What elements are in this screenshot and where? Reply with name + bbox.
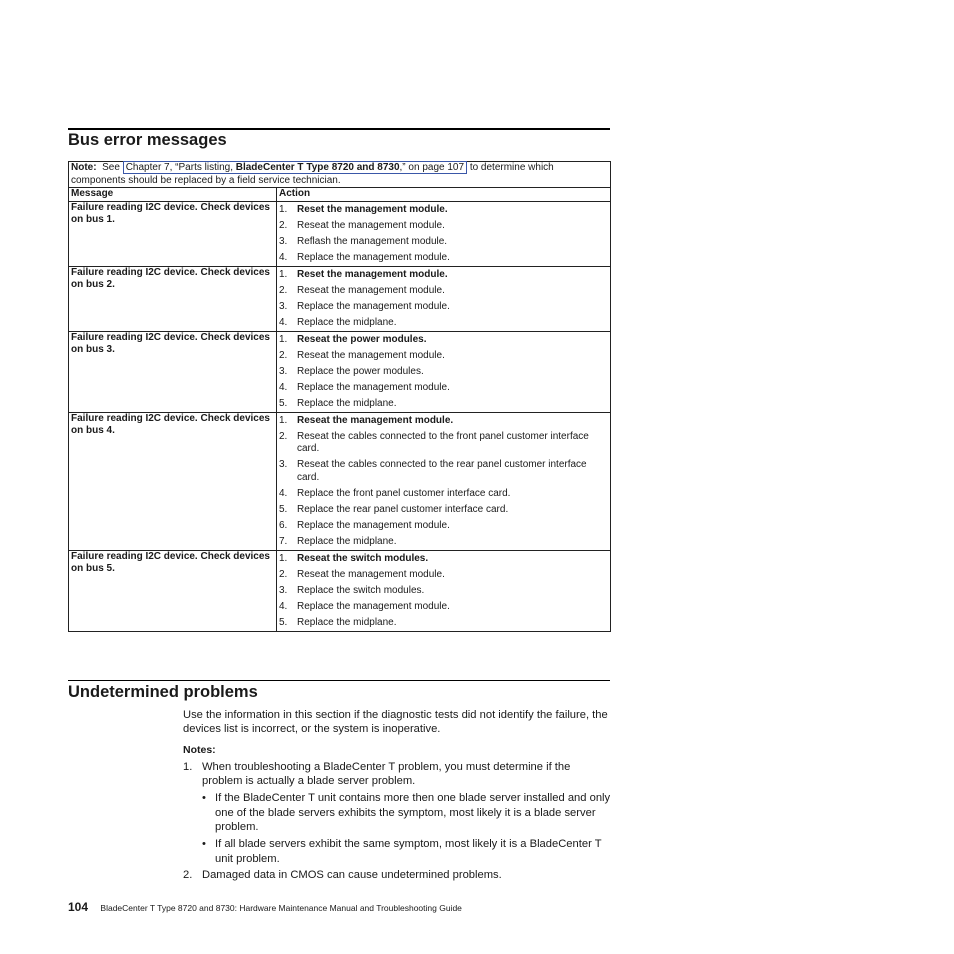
note-bullet-1: • If the BladeCenter T unit contains more then one blade server installed and only one of the blade servers exhibits the symptom, most likely it is a blade server problem. xyxy=(202,792,611,834)
list-item: 5. Replace the rear panel customer interface card. xyxy=(279,503,509,515)
footer-title: BladeCenter T Type 8720 and 8730: Hardware Maintenance Manual and Troubleshooting Guide xyxy=(100,903,462,913)
table-row xyxy=(69,331,611,412)
note-line2: components should be replaced by a field service technician. xyxy=(71,174,341,186)
message-cell: Failure reading I2C device. Check devices on bus 5. xyxy=(69,550,277,631)
list-item: 1. Reseat the management module. xyxy=(279,414,454,426)
section-title-undetermined: Undetermined problems xyxy=(68,683,258,701)
action-cell xyxy=(277,412,611,550)
list-item: 1. Reset the management module. xyxy=(279,203,448,215)
action-list xyxy=(279,413,608,550)
list-item: 5. Replace the midplane. xyxy=(279,616,397,628)
section-rule-top xyxy=(68,128,610,130)
list-item: 2. Reseat the management module. xyxy=(279,349,445,361)
list-item: 1. Reset the management module. xyxy=(279,268,448,280)
note-cell xyxy=(69,162,611,188)
note-item-1: 1. When troubleshooting a BladeCenter T problem, you must determine if the problem is actually a blade server problem. xyxy=(183,760,571,788)
list-item: 2. Reseat the management module. xyxy=(279,219,445,231)
note-item-2: 2. Damaged data in CMOS can cause undetermined problems. xyxy=(183,868,502,881)
list-item: 2. Reseat the cables connected to the front panel customer interface card. xyxy=(279,430,589,455)
section-rule-bottom xyxy=(68,680,610,681)
chapter-7-link[interactable]: Chapter 7, “Parts listing, BladeCenter T Type 8720 and 8730,” on page 107 xyxy=(123,161,467,174)
list-item: 2. Reseat the management module. xyxy=(279,568,445,580)
action-list xyxy=(279,551,608,631)
header-row xyxy=(69,188,611,202)
list-item: 3. Reseat the cables connected to the rear panel customer interface card. xyxy=(279,459,587,483)
message-cell: Failure reading I2C device. Check devices on bus 1. xyxy=(69,201,277,266)
message-cell: Failure reading I2C device. Check devices on bus 4. xyxy=(69,412,277,550)
list-item: 7. Replace the midplane. xyxy=(279,535,397,547)
list-item: 3. Replace the management module. xyxy=(279,300,450,312)
list-item: 4. Replace the management module. xyxy=(279,381,450,393)
table-row xyxy=(69,266,611,331)
note-row xyxy=(69,162,611,188)
note-see: See xyxy=(102,162,120,173)
action-cell xyxy=(277,266,611,331)
notes-label: Notes: xyxy=(183,743,216,756)
list-item: 4. Replace the management module. xyxy=(279,251,450,263)
action-list xyxy=(279,202,608,266)
section-title-bus-errors: Bus error messages xyxy=(68,131,227,149)
intro-paragraph: Use the information in this section if the diagnostic tests did not identify the failure, the devices list is incorrect, or the system is inoperative. xyxy=(183,709,608,736)
note-bullet-2: • If all blade servers exhibit the same symptom, most likely it is a BladeCenter T unit problem. xyxy=(202,838,602,865)
message-cell: Failure reading I2C device. Check devices on bus 3. xyxy=(69,331,277,412)
action-list xyxy=(279,332,608,412)
table-row xyxy=(69,412,611,550)
list-item: 1. Reseat the power modules. xyxy=(279,333,427,345)
list-item: 6. Replace the management module. xyxy=(279,519,450,531)
list-item: 3. Replace the power modules. xyxy=(279,365,424,377)
list-item: 3. Replace the switch modules. xyxy=(279,584,425,596)
undetermined-body xyxy=(183,708,613,882)
list-item: 4. Replace the front panel customer interface card. xyxy=(279,487,511,499)
list-item: 2. Reseat the management module. xyxy=(279,284,445,296)
list-item: 3. Reflash the management module. xyxy=(279,235,448,247)
action-cell xyxy=(277,201,611,266)
page-number: 104 xyxy=(68,900,89,914)
note-after-link: to determine which xyxy=(469,162,554,173)
table-row xyxy=(69,550,611,631)
page-footer xyxy=(68,900,462,914)
list-item: 5. Replace the midplane. xyxy=(279,397,397,409)
header-message: Message xyxy=(69,188,277,202)
note-label: Note: xyxy=(71,162,97,173)
header-action: Action xyxy=(277,188,611,202)
message-cell: Failure reading I2C device. Check devices on bus 2. xyxy=(69,266,277,331)
action-cell xyxy=(277,331,611,412)
list-item: 4. Replace the midplane. xyxy=(279,316,397,328)
list-item: 4. Replace the management module. xyxy=(279,600,450,612)
action-list xyxy=(279,267,608,331)
action-cell xyxy=(277,550,611,631)
bus-error-table xyxy=(68,161,611,632)
list-item: 1. Reseat the switch modules. xyxy=(279,552,429,564)
table-row xyxy=(69,201,611,266)
